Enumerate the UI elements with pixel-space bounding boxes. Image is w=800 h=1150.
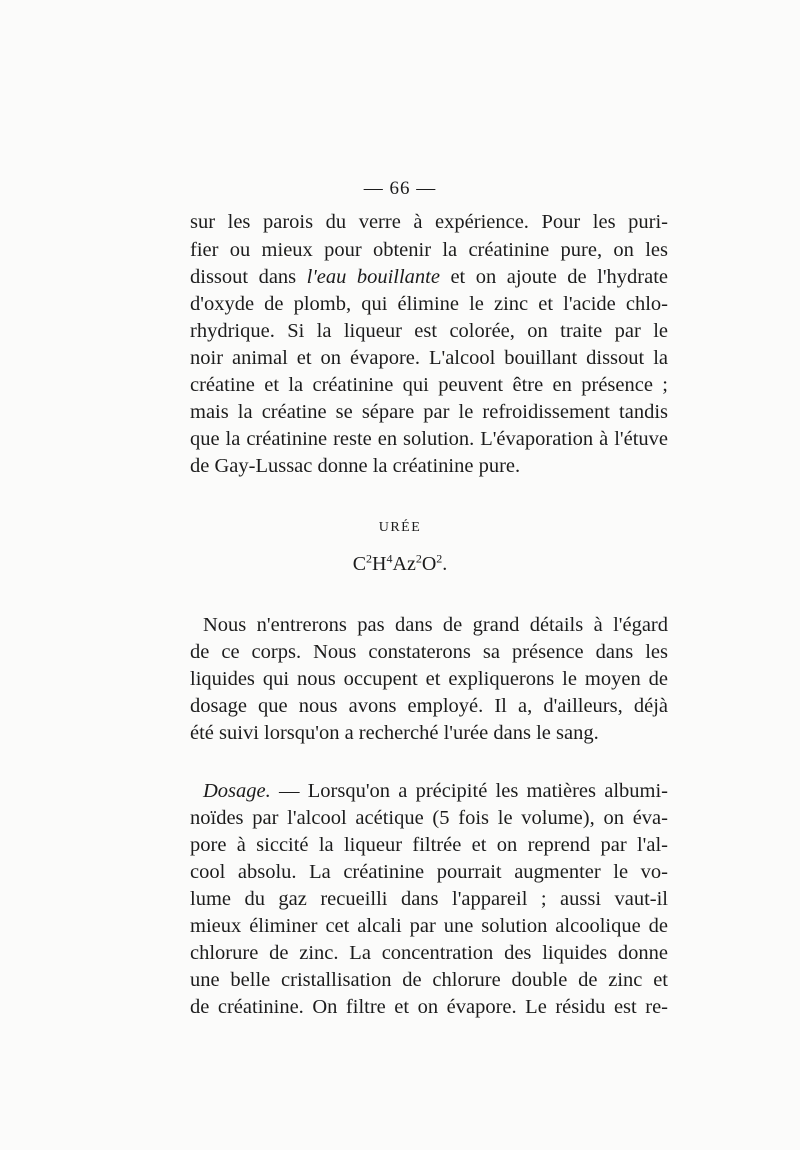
text-line: [190, 263, 668, 291]
formula-period: .: [442, 553, 448, 575]
section-title: URÉE: [378, 520, 422, 535]
text-line: liquides qui nous occupent et expliquerons le moyen de: [190, 668, 668, 690]
text-line: chlorure de zinc. La concentration des liquides donne: [190, 942, 668, 964]
page-number: — 66 —: [363, 178, 437, 199]
text-line: mieux éliminer cet alcali par une solution alcoolique de: [190, 915, 668, 937]
text-line: pore à siccité la liqueur filtrée et on reprend par l'al-: [190, 834, 668, 856]
formula-element: O: [421, 553, 437, 575]
text-line: cool absolu. La créatinine pourrait augmenter le vo-: [190, 861, 668, 883]
text-line: rhydrique. Si la liqueur est colorée, on traite par le: [190, 320, 668, 342]
text-line: mais la créatine se sépare par le refroidissement tandis: [190, 401, 668, 423]
text-line: sur les parois du verre à expérience. Pour les puri-: [190, 211, 668, 233]
formula-subscript: 4: [386, 551, 393, 566]
text-line: noir animal et on évapore. L'alcool bouillant dissout la: [190, 347, 668, 369]
chemical-formula: [0, 553, 800, 576]
formula-element: H: [372, 553, 387, 575]
text-line: dosage que nous avons employé. Il a, d'ailleurs, déjà: [190, 695, 668, 717]
text-line: de créatinine. On filtre et on évapore. Le résidu est re-: [190, 996, 668, 1018]
text-line: de Gay-Lussac donne la créatinine pure.: [190, 455, 521, 477]
text-span: et on ajoute de l'hydrate: [439, 266, 669, 288]
text-line: [203, 777, 668, 805]
formula-subscript: 2: [366, 551, 373, 566]
text-span: dissout dans: [190, 266, 307, 288]
text-line: d'oxyde de plomb, qui élimine le zinc et l'acide chlo-: [190, 293, 668, 315]
italic-phrase: l'eau bouillante: [306, 266, 440, 288]
text-line: été suivi lorsqu'on a recherché l'urée dans le sang.: [190, 722, 599, 744]
text-line: Nous n'entrerons pas dans de grand détails à l'égard: [203, 614, 668, 636]
text-line: que la créatinine reste en solution. L'évaporation à l'étuve: [190, 428, 668, 450]
paragraph-heading: Dosage.: [203, 780, 271, 802]
text-span: — Lorsqu'on a précipité les matières albumi-: [270, 780, 668, 802]
formula-element: Az: [392, 553, 416, 575]
text-line: lume du gaz recueilli dans l'appareil ; aussi vaut-il: [190, 888, 668, 910]
formula-element: C: [352, 553, 367, 575]
text-line: noïdes par l'alcool acétique (5 fois le volume), on éva-: [190, 807, 668, 829]
text-line: de ce corps. Nous constaterons sa présence dans les: [190, 641, 668, 663]
formula-subscript: 2: [415, 551, 422, 566]
formula-subscript: 2: [436, 551, 443, 566]
text-line: créatine et la créatinine qui peuvent être en présence ;: [190, 374, 668, 396]
text-line: fier ou mieux pour obtenir la créatinine pure, on les: [190, 239, 668, 261]
text-line: une belle cristallisation de chlorure double de zinc et: [190, 969, 668, 991]
